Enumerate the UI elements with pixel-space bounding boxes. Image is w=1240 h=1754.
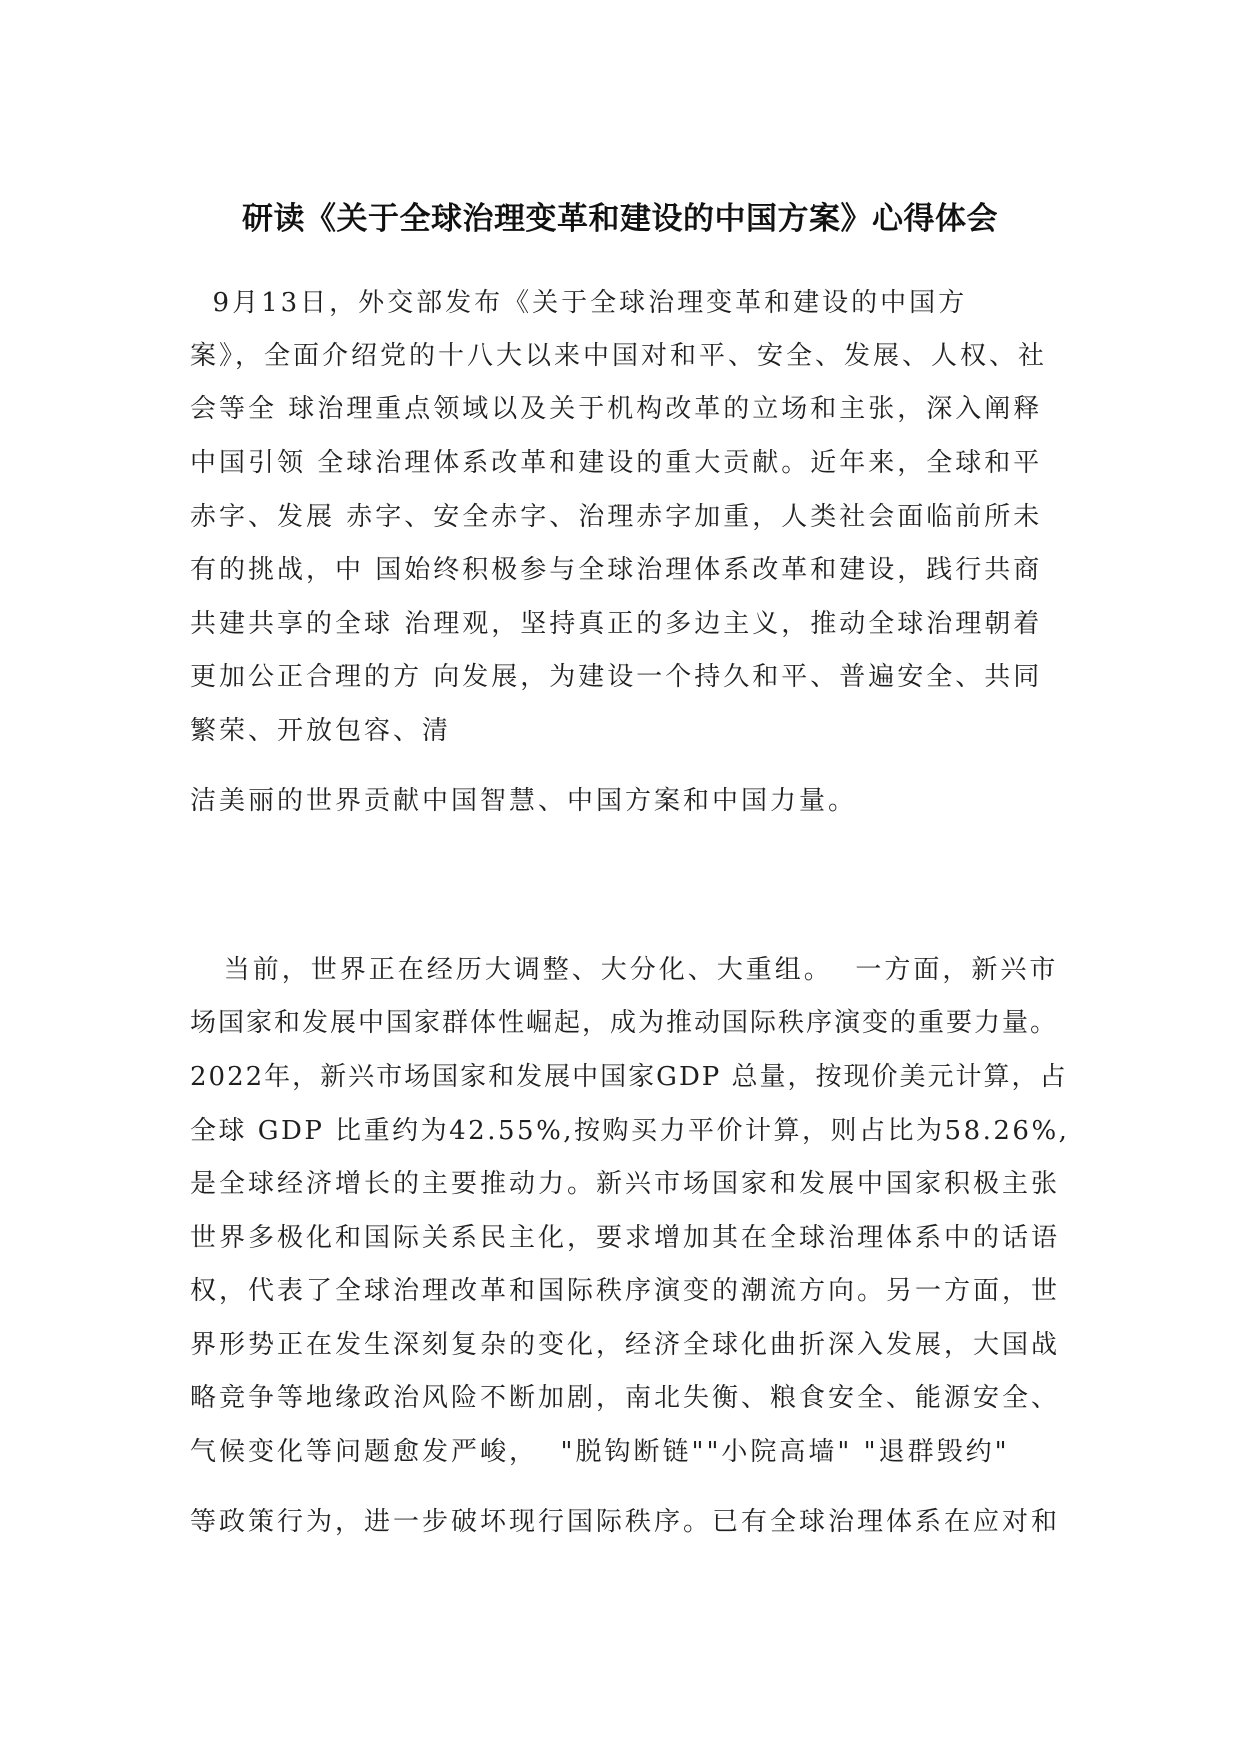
paragraph-1-line: 赤字、发展 赤字、安全赤字、治理赤字加重，人类社会面临前所未 xyxy=(190,502,1043,532)
paragraph-2-line: 场国家和发展中国家群体性崛起，成为推动国际秩序演变的重要力量。 xyxy=(190,1008,1059,1038)
paragraph-2-line: 2022年，新兴市场国家和发展中国家GDP 总量，按现价美元计算，占 xyxy=(190,1062,1068,1092)
paragraph-2-line: 界形势正在发生深刻复杂的变化，经济全球化曲折深入发展，大国战 xyxy=(190,1330,1061,1360)
paragraph-1-line: 有的挑战，中 国始终积极参与全球治理体系改革和建设，践行共商 xyxy=(190,555,1043,585)
paragraph-2-line: 世界多极化和国际关系民主化，要求增加其在全球治理体系中的话语 xyxy=(190,1223,1061,1253)
paragraph-2-line: 气候变化等问题愈发严峻， "脱钩断链""小院高墙" "退群毁约" xyxy=(190,1437,1010,1467)
paragraph-1-line: 洁美丽的世界贡献中国智慧、中国方案和中国力量。 xyxy=(190,786,858,816)
paragraph-1-line: 更加公正合理的方 向发展，为建设一个持久和平、普遍安全、共同 xyxy=(190,662,1043,692)
paragraph-1-line: 案》，全面介绍党的十八大以来中国对和平、安全、发展、人权、社 xyxy=(190,341,1048,371)
paragraph-2-line: 权，代表了全球治理改革和国际秩序演变的潮流方向。另一方面，世 xyxy=(190,1276,1061,1306)
paragraph-2-line: 等政策行为，进一步破坏现行国际秩序。已有全球治理体系在应对和 xyxy=(190,1507,1061,1537)
paragraph-1-line: 共建共享的全球 治理观，坚持真正的多边主义，推动全球治理朝着 xyxy=(190,609,1043,639)
paragraph-1-line: 会等全 球治理重点领域以及关于机构改革的立场和主张，深入阐释 xyxy=(190,394,1043,424)
paragraph-1-line: 中国引领 全球治理体系改革和建设的重大贡献。近年来，全球和平 xyxy=(190,448,1043,478)
paragraph-2-line: 略竞争等地缘政治风险不断加剧，南北失衡、粮食安全、能源安全、 xyxy=(190,1383,1061,1413)
paragraph-1-line: 繁荣、开放包容、清 xyxy=(190,716,452,746)
paragraph-2-line: 是全球经济增长的主要推动力。新兴市场国家和发展中国家积极主张 xyxy=(190,1169,1061,1199)
paragraph-1-line: 9月13日，外交部发布《关于全球治理变革和建设的中国方 xyxy=(190,288,968,318)
paragraph-2-line: 当前，世界正在经历大调整、大分化、大重组。 一方面，新兴市 xyxy=(190,955,1059,985)
paragraph-2-line: 全球 GDP 比重约为42.55%,按购买力平价计算，则占比为58.26%, xyxy=(190,1116,1070,1146)
document-title: 研读《关于全球治理变革和建设的中国方案》心得体会 xyxy=(242,201,998,237)
